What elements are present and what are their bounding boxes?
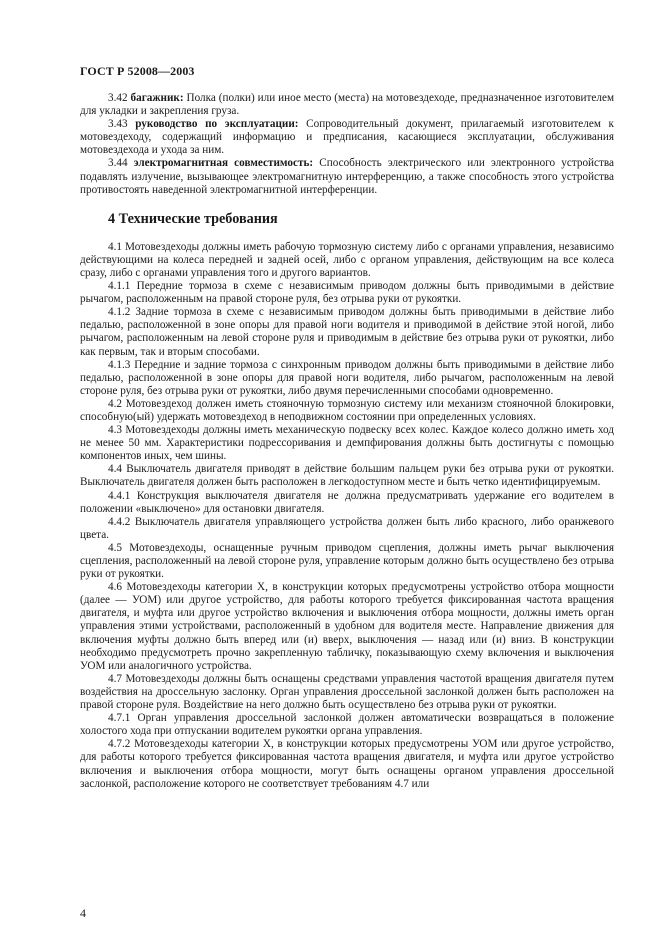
paragraph: 4.5 Мотовездеходы, оснащенные ручным приводом сцепления, должны иметь рычаг выключения сцепления, расположенный на левой стороне руля, управление которым должно быть осуществлено без отрыва руки от рукоятки. xyxy=(80,541,614,581)
paragraph: 4.6 Мотовездеходы категории X, в конструкции которых предусмотрены устройство отбора мощности (далее — УОМ) или другое устройство, для работы которого требуется фиксированная частота вращения двигателя, и муфта или другое устройство включения и выключения отбора мощности, должны иметь орган управления этими устройствами, расположенный в удобном для водителя месте. Направление движения для включения муфты должно быть вперед или (и) вверх, выключения — назад или (и) вниз. В конструкции необходимо предусмотреть прочно закрепленную табличку, показывающую схему включения и выключения УОМ или аналогичного устройства. xyxy=(80,581,614,672)
definition-item xyxy=(80,92,614,118)
paragraph: 4.1.1 Передние тормоза в схеме с независимым приводом должны быть приводимыми в действие рычагом, расположенным на правой стороне руля, без отрыва руки от рукоятки. xyxy=(80,280,614,306)
paragraph: 4.1.2 Задние тормоза в схеме с независимым приводом должны быть приводимыми в действие либо педалью, расположенной в зоне опоры для правой ноги водителя и приводимой в действие этой ногой, либо рычагом, расположенным на левой стороне руля и приводимым в действие без отрыва руки от рукоятки, либо как первым, так и вторым способами. xyxy=(80,306,614,358)
paragraph: 4.4 Выключатель двигателя приводят в действие большим пальцем руки без отрыва руки от рукоятки. Выключатель двигателя должен быть расположен в легкодоступном месте и быть четко идентифицируемым. xyxy=(80,463,614,489)
paragraph: 4.7.2 Мотовездеходы категории X, в конструкции которых предусмотрены УОМ или другое устройство, для работы которого требуется фиксированная частота вращения двигателя, и муфта или другое устройство включения и выключения отбора мощности, могут быть оснащены органом управления дроссельной заслонкой, расположение которого не соответствует требованиям 4.7 или xyxy=(80,738,614,790)
definition-text: Сопроводительный документ, прилагаемый изготовителем к мотовездеходу, содержащий информацию и предписания, касающиеся эксплуатации, обслуживания мотовездехода и ухода за ним. xyxy=(80,118,614,157)
definition-item xyxy=(80,157,614,196)
document-body xyxy=(80,92,614,791)
definition-text: Способность электрического или электронного устройства подавлять излучение, вызывающее электромагнитную интерференцию, а также способность этого устройства противостоять наведенной электромагнитной интерференции. xyxy=(80,157,614,196)
definition-number: 3.43 xyxy=(108,118,128,131)
paragraph: 4.2 Мотовездеход должен иметь стояночную тормозную систему или механизм стояночной блокировки, способную(ый) удержать мотовездеход в неподвижном состоянии при определенных условиях. xyxy=(80,397,614,423)
paragraph: 4.7.1 Орган управления дроссельной заслонкой должен автоматически возвращаться в положение холостого хода при отпускании водителем рукоятки органа управления. xyxy=(80,712,614,738)
definition-term: электромагнитная совместимость: xyxy=(133,157,314,170)
definition-number: 3.44 xyxy=(108,157,128,170)
paragraph: 4.1.3 Передние и задние тормоза с синхронным приводом должны быть приводимыми в действие либо педалью, расположенной в зоне опоры для правой ноги водителя, либо рычагом, расположенным на левой стороне руля, без отрыва руки от рукоятки, либо двумя перечисленными способами одновременно. xyxy=(80,358,614,397)
definition-term: руководство по эксплуатации: xyxy=(135,118,299,131)
definition-text: Полка (полки) или иное место (места) на мотовездеходе, предназначенное изготовителем для укладки и закрепления груза. xyxy=(80,92,615,118)
document-header: ГОСТ Р 52008—2003 xyxy=(80,64,195,78)
definition-item xyxy=(80,118,614,157)
paragraph: 4.7 Мотовездеходы должны быть оснащены средствами управления частотой вращения двигателя путем воздействия на дроссельную заслонку. Орган управления дроссельной заслонкой должен быть расположен на правой стороне руля. Воздействие на него должно быть осуществлено без отрыва руки от рукоятки. xyxy=(80,672,614,712)
page-number: 4 xyxy=(80,906,86,920)
paragraph: 4.4.1 Конструкция выключателя двигателя не должна предусматривать удержание его водителем в положении «выключено» для остановки двигателя. xyxy=(80,489,614,515)
paragraph: 4.4.2 Выключатель двигателя управляющего устройства должен быть либо красного, либо оранжевого цвета. xyxy=(80,515,614,541)
definition-number: 3.42 xyxy=(108,92,128,104)
definition-term: багажник: xyxy=(130,92,184,104)
paragraph: 4.3 Мотовездеходы должны иметь механическую подвеску всех колес. Каждое колесо должно иметь ход не менее 50 мм. Характеристики подрессоривания и демпфирования должны быть достигнуты с помощью компонентов иных, чем шины. xyxy=(80,424,614,463)
paragraph: 4.1 Мотовездеходы должны иметь рабочую тормозную систему либо с органами управления, независимо действующими на колеса передней и задней осей, либо с органом управления, действующим на все колеса сразу, либо с органами управления того и другого вариантов. xyxy=(80,240,614,279)
section-heading: 4 Технические требования xyxy=(108,210,278,227)
